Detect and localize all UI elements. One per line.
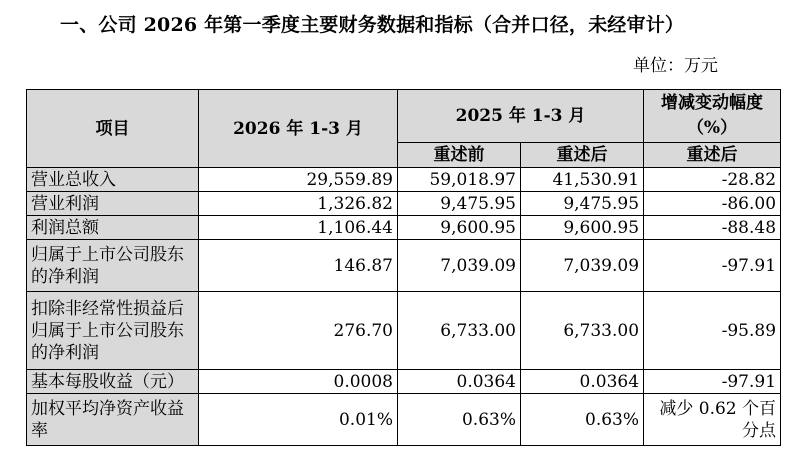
row-label: 归属于上市公司股东的净利润 <box>27 240 199 292</box>
cell-current: 1,326.82 <box>199 192 398 216</box>
cell-current: 0.01% <box>199 394 398 446</box>
cell-after: 0.0364 <box>521 370 644 394</box>
header-prior-period: 2025 年 1-3 月 <box>398 90 644 143</box>
cell-current: 29,559.89 <box>199 168 398 192</box>
cell-current: 276.70 <box>199 292 398 370</box>
cell-change: -88.48 <box>644 216 781 240</box>
row-label: 营业总收入 <box>27 168 199 192</box>
header-prior-before: 重述前 <box>398 143 521 168</box>
cell-before: 0.63% <box>398 394 521 446</box>
row-label: 加权平均净资产收益率 <box>27 394 199 446</box>
table-row <box>27 292 781 370</box>
cell-after: 9,475.95 <box>521 192 644 216</box>
cell-current: 0.0008 <box>199 370 398 394</box>
header-current-period: 2026 年 1-3 月 <box>199 90 398 168</box>
header-change: 增减变动幅度（%） <box>644 90 781 143</box>
row-label: 利润总额 <box>27 216 199 240</box>
table-row <box>27 168 781 192</box>
table-header-row <box>27 90 781 143</box>
table-row <box>27 192 781 216</box>
cell-before: 0.0364 <box>398 370 521 394</box>
cell-current: 1,106.44 <box>199 216 398 240</box>
table-row <box>27 240 781 292</box>
cell-after: 0.63% <box>521 394 644 446</box>
cell-change: -86.00 <box>644 192 781 216</box>
row-label: 营业利润 <box>27 192 199 216</box>
header-prior-after: 重述后 <box>521 143 644 168</box>
cell-change: -28.82 <box>644 168 781 192</box>
row-label: 扣除非经常性损益后归属于上市公司股东的净利润 <box>27 292 199 370</box>
cell-after: 9,600.95 <box>521 216 644 240</box>
section-heading: 一、公司 2026 年第一季度主要财务数据和指标（合并口径，未经审计） <box>60 14 685 36</box>
cell-after: 7,039.09 <box>521 240 644 292</box>
cell-change: -97.91 <box>644 370 781 394</box>
cell-after: 6,733.00 <box>521 292 644 370</box>
cell-change: 减少 0.62 个百分点 <box>644 394 781 446</box>
cell-before: 59,018.97 <box>398 168 521 192</box>
unit-label: 单位：万元 <box>633 56 718 76</box>
cell-after: 41,530.91 <box>521 168 644 192</box>
row-label: 基本每股收益（元） <box>27 370 199 394</box>
cell-current: 146.87 <box>199 240 398 292</box>
cell-before: 6,733.00 <box>398 292 521 370</box>
table-row <box>27 394 781 446</box>
table-row <box>27 216 781 240</box>
cell-before: 9,475.95 <box>398 192 521 216</box>
financial-data-table <box>26 89 781 446</box>
header-item: 项目 <box>27 90 199 168</box>
table-row <box>27 370 781 394</box>
header-change-after: 重述后 <box>644 143 781 168</box>
cell-before: 9,600.95 <box>398 216 521 240</box>
cell-change: -95.89 <box>644 292 781 370</box>
cell-change: -97.91 <box>644 240 781 292</box>
cell-before: 7,039.09 <box>398 240 521 292</box>
